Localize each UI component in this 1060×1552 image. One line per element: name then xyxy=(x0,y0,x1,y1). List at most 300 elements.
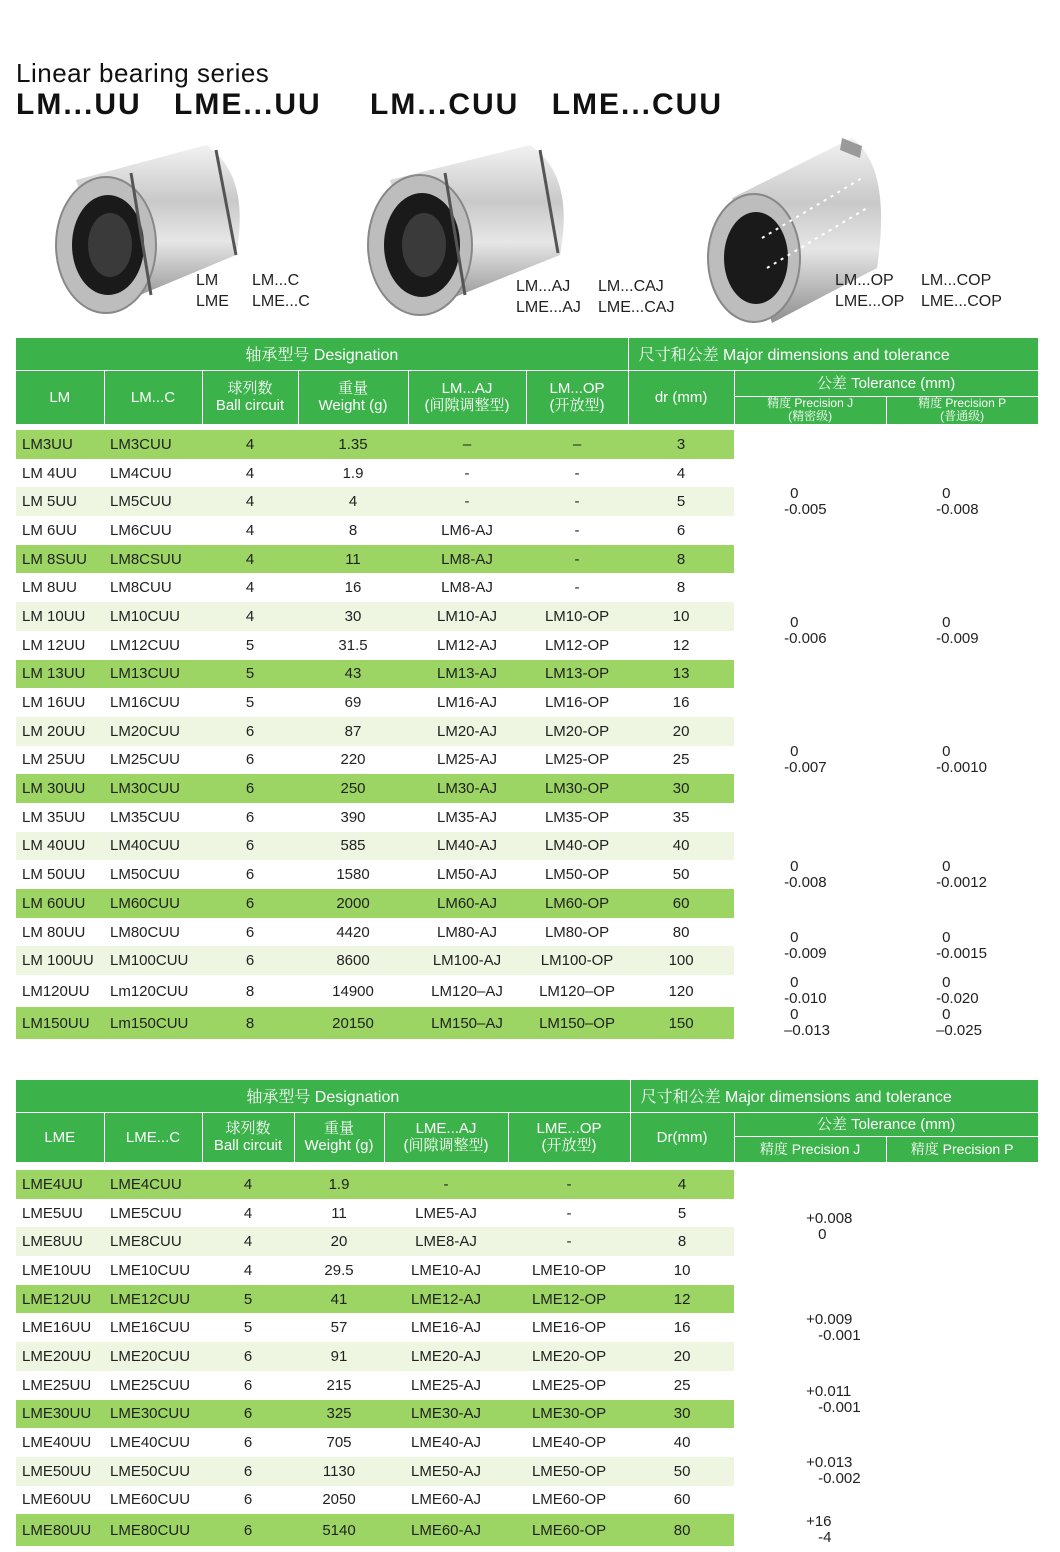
table-cell: LME25UU xyxy=(16,1371,104,1400)
table-cell: LME16UU xyxy=(16,1313,104,1342)
table-cell: 29.5 xyxy=(294,1256,384,1285)
table-cell: LME30UU xyxy=(16,1400,104,1429)
table-cell: 13 xyxy=(628,660,734,689)
table-cell: LM8-AJ xyxy=(408,573,526,602)
table-cell: LM100-AJ xyxy=(408,946,526,975)
table-cell: 6 xyxy=(202,717,298,746)
table-cell: LME25-AJ xyxy=(384,1371,508,1400)
lme-table-body xyxy=(16,1170,1038,1546)
table-cell: LM 16UU xyxy=(16,688,104,717)
col-lm: LM xyxy=(16,370,104,424)
table-cell: 5140 xyxy=(294,1514,384,1546)
table-cell: 4 xyxy=(202,430,298,459)
tolerance-lower: -0.001 xyxy=(818,1398,861,1416)
table-cell: 50 xyxy=(628,860,734,889)
tolerance-lower: -0.020 xyxy=(936,990,979,1008)
table-cell: – xyxy=(526,430,628,459)
table-cell: LME12CUU xyxy=(104,1285,202,1314)
closed-bearing-labels: LM LM...C LME LME...C xyxy=(196,272,310,310)
table-cell: LM3UU xyxy=(16,430,104,459)
table-cell: LM 30UU xyxy=(16,774,104,803)
table-cell: 14900 xyxy=(298,975,408,1007)
table-cell: 5 xyxy=(202,1313,294,1342)
table-cell: LME60CUU xyxy=(104,1486,202,1515)
table-cell: LM25-OP xyxy=(526,746,628,775)
col-lm-c: LM...C xyxy=(104,370,202,424)
table-cell: LM80-OP xyxy=(526,918,628,947)
table-cell: 6 xyxy=(202,1457,294,1486)
table-cell: LME20-AJ xyxy=(384,1342,508,1371)
table-cell: LM20CUU xyxy=(104,717,202,746)
table-cell: LME8UU xyxy=(16,1227,104,1256)
table-cell: 6 xyxy=(202,832,298,861)
lm-table-body xyxy=(16,430,1038,1039)
table-cell: LM12-OP xyxy=(526,631,628,660)
table-cell: LME10UU xyxy=(16,1256,104,1285)
table-cell: LME5CUU xyxy=(104,1199,202,1228)
col-op: LM...OP (开放型) xyxy=(526,370,628,424)
table-cell: LM13-OP xyxy=(526,660,628,689)
table-cell: 1.9 xyxy=(294,1170,384,1199)
table-cell: 4 xyxy=(202,1170,294,1199)
tolerance-upper: 0 xyxy=(942,929,951,947)
table-cell: LM30CUU xyxy=(104,774,202,803)
table-row xyxy=(16,430,1038,459)
tolerance-lower: -0.009 xyxy=(936,629,979,647)
tolerance-lower: -0.002 xyxy=(818,1470,861,1488)
table-cell: LM16-AJ xyxy=(408,688,526,717)
table-cell: LME40-OP xyxy=(508,1428,630,1457)
table-cell: LM20-OP xyxy=(526,717,628,746)
table-cell: LME50-OP xyxy=(508,1457,630,1486)
table-cell: LME50UU xyxy=(16,1457,104,1486)
table-cell: LME30-AJ xyxy=(384,1400,508,1429)
table-cell: LM150UU xyxy=(16,1007,104,1039)
table-cell: 8 xyxy=(630,1227,734,1256)
table-cell: LME60UU xyxy=(16,1486,104,1515)
table-cell: 6 xyxy=(202,860,298,889)
table-cell: 60 xyxy=(630,1486,734,1515)
table-cell: LM8-AJ xyxy=(408,545,526,574)
table-cell: - xyxy=(526,516,628,545)
table-cell: 16 xyxy=(630,1313,734,1342)
table-cell: - xyxy=(526,459,628,488)
lm-spec-table xyxy=(16,338,1039,1039)
table-cell: LM35-AJ xyxy=(408,803,526,832)
table-cell: 30 xyxy=(630,1400,734,1429)
table-cell: 8 xyxy=(202,1007,298,1039)
table-cell: 3 xyxy=(628,430,734,459)
col-op: LME...OP (开放型) xyxy=(508,1112,630,1162)
series-code: LME...CUU xyxy=(551,88,724,121)
tolerance-cell xyxy=(886,832,1038,918)
col-precision-j: 精度 Precision J xyxy=(734,1136,886,1162)
table-cell: LME12-OP xyxy=(508,1285,630,1314)
table-cell: LM120UU xyxy=(16,975,104,1007)
col-dr: dr (mm) xyxy=(628,370,734,424)
tolerance-cell xyxy=(734,688,886,831)
col-aj: LME...AJ (间隙调整型) xyxy=(384,1112,508,1162)
col-aj: LM...AJ (间隙调整型) xyxy=(408,370,526,424)
col-precision-p: 精度 Precision P (普通级) xyxy=(886,396,1038,424)
table-cell: 8600 xyxy=(298,946,408,975)
table-cell: LM35CUU xyxy=(104,803,202,832)
tolerance-upper: 0 xyxy=(790,1007,799,1024)
tolerance-cell xyxy=(734,573,886,688)
table-cell: LME20-OP xyxy=(508,1342,630,1371)
table-cell: LME5UU xyxy=(16,1199,104,1228)
table-cell: 4 xyxy=(202,459,298,488)
table-cell: LME5-AJ xyxy=(384,1199,508,1228)
table-cell: LM120–OP xyxy=(526,975,628,1007)
table-cell: LM150–OP xyxy=(526,1007,628,1039)
table-cell: LM50-OP xyxy=(526,860,628,889)
table-cell: LM30-AJ xyxy=(408,774,526,803)
table-cell: 25 xyxy=(628,746,734,775)
table-cell: 2000 xyxy=(298,889,408,918)
table-cell: LME20CUU xyxy=(104,1342,202,1371)
dimensions-header: 尺寸和公差 Major dimensions and tolerance xyxy=(630,1080,1038,1112)
table-cell: LM 10UU xyxy=(16,602,104,631)
table-cell: Lm150CUU xyxy=(104,1007,202,1039)
table-cell: LM 4UU xyxy=(16,459,104,488)
table-cell: 5 xyxy=(202,688,298,717)
designation-header: 轴承型号 Designation xyxy=(16,338,628,370)
tolerance-upper: 0 xyxy=(942,613,951,631)
table-cell: 20 xyxy=(294,1227,384,1256)
col-precision-j: 精度 Precision J (精密级) xyxy=(734,396,886,424)
table-cell: 1.9 xyxy=(298,459,408,488)
tolerance-cell xyxy=(886,430,1038,573)
table-cell: 705 xyxy=(294,1428,384,1457)
table-cell: 585 xyxy=(298,832,408,861)
tolerance-cell xyxy=(886,688,1038,831)
table-cell: LM50-AJ xyxy=(408,860,526,889)
tolerance-lower: -0.0012 xyxy=(936,873,987,891)
table-row xyxy=(16,573,1038,602)
table-cell: LME8CUU xyxy=(104,1227,202,1256)
table-cell: LM40-OP xyxy=(526,832,628,861)
table-cell: - xyxy=(408,487,526,516)
tolerance-lower: 0 xyxy=(818,1226,827,1244)
tolerance-upper: 0 xyxy=(790,975,799,992)
table-cell: LM4CUU xyxy=(104,459,202,488)
table-cell: 4 xyxy=(202,602,298,631)
table-cell: 40 xyxy=(630,1428,734,1457)
table-cell: 4 xyxy=(628,459,734,488)
tolerance-cell xyxy=(806,1514,958,1546)
series-code: LM...UU xyxy=(16,88,142,121)
table-cell: 5 xyxy=(628,487,734,516)
table-cell: LM40-AJ xyxy=(408,832,526,861)
table-cell: LM40CUU xyxy=(104,832,202,861)
tolerance-upper: 0 xyxy=(790,857,799,875)
tolerance-upper: 0 xyxy=(790,484,799,502)
table-cell: 325 xyxy=(294,1400,384,1429)
table-cell: LME25CUU xyxy=(104,1371,202,1400)
series-code: LM...CUU xyxy=(370,88,520,121)
table-cell: 1580 xyxy=(298,860,408,889)
table-cell: LM6CUU xyxy=(104,516,202,545)
table-cell: LME20UU xyxy=(16,1342,104,1371)
table-cell: LM10-AJ xyxy=(408,602,526,631)
table-cell: 6 xyxy=(202,774,298,803)
open-bearing-labels: LM...OP LM...COP LME...OP LME...COP xyxy=(835,272,1002,310)
tolerance-lower: -0.008 xyxy=(784,873,827,891)
table-cell: LM120–AJ xyxy=(408,975,526,1007)
table-cell: LM30-OP xyxy=(526,774,628,803)
table-cell: 31.5 xyxy=(298,631,408,660)
table-cell: - xyxy=(526,487,628,516)
tolerance-upper: +0.011 xyxy=(806,1382,852,1400)
table-cell: 4 xyxy=(202,573,298,602)
table-row xyxy=(16,975,1038,1007)
table-cell: 80 xyxy=(628,918,734,947)
table-cell: 6 xyxy=(202,889,298,918)
table-cell: LME60-AJ xyxy=(384,1514,508,1546)
tolerance-upper: +0.008 xyxy=(806,1210,853,1228)
col-weight: 重量 Weight (g) xyxy=(294,1112,384,1162)
table-cell: LM 20UU xyxy=(16,717,104,746)
tolerance-cell xyxy=(886,975,1038,1007)
table-cell: 6 xyxy=(202,1400,294,1429)
table-cell: - xyxy=(408,459,526,488)
series-title: Linear bearing series xyxy=(16,58,270,88)
table-cell: 6 xyxy=(202,1514,294,1546)
tolerance-upper: +16 xyxy=(806,1514,832,1531)
table-cell: LME12UU xyxy=(16,1285,104,1314)
tolerance-lower: -4 xyxy=(818,1529,832,1547)
table-cell: 10 xyxy=(630,1256,734,1285)
table-cell: 60 xyxy=(628,889,734,918)
table-cell: LME8-AJ xyxy=(384,1227,508,1256)
tolerance-lower: -0.007 xyxy=(784,758,827,776)
table-cell: LME10CUU xyxy=(104,1256,202,1285)
col-ball-circuit: 球列数 Ball circuit xyxy=(202,1112,294,1162)
table-cell: LM16-OP xyxy=(526,688,628,717)
table-cell: LME60-OP xyxy=(508,1486,630,1515)
table-cell: LME30-OP xyxy=(508,1400,630,1429)
table-cell: LM13CUU xyxy=(104,660,202,689)
table-cell: LME30CUU xyxy=(104,1400,202,1429)
tolerance-lower: -0.006 xyxy=(784,629,827,647)
tolerance-upper: 0 xyxy=(942,975,951,992)
table-row xyxy=(16,832,1038,861)
col-lme-c: LME...C xyxy=(104,1112,202,1162)
table-cell: LM8CSUU xyxy=(104,545,202,574)
tolerance-upper: 0 xyxy=(942,1007,951,1024)
table-cell: LM60CUU xyxy=(104,889,202,918)
table-cell: - xyxy=(508,1227,630,1256)
table-cell: LM 12UU xyxy=(16,631,104,660)
table-cell: 6 xyxy=(202,1486,294,1515)
table-cell: - xyxy=(508,1170,630,1199)
table-cell: 8 xyxy=(628,545,734,574)
table-cell: 4 xyxy=(630,1170,734,1199)
tolerance-lower: -0.001 xyxy=(818,1326,861,1344)
col-lme: LME xyxy=(16,1112,104,1162)
table-row xyxy=(16,1285,1038,1314)
tolerance-lower: –0.013 xyxy=(784,1022,830,1040)
col-precision-p: 精度 Precision P xyxy=(886,1136,1038,1162)
table-cell: 10 xyxy=(628,602,734,631)
table-cell: 5 xyxy=(630,1199,734,1228)
table-cell: LME80UU xyxy=(16,1514,104,1546)
table-cell: 220 xyxy=(298,746,408,775)
table-row xyxy=(16,1514,1038,1546)
table-cell: 80 xyxy=(630,1514,734,1546)
designation-header: 轴承型号 Designation xyxy=(16,1080,630,1112)
table-cell: LME40UU xyxy=(16,1428,104,1457)
table-cell: LM13-AJ xyxy=(408,660,526,689)
table-cell: LME40-AJ xyxy=(384,1428,508,1457)
table-cell: LM16CUU xyxy=(104,688,202,717)
table-cell: 6 xyxy=(202,946,298,975)
table-cell: 69 xyxy=(298,688,408,717)
table-cell: LM 5UU xyxy=(16,487,104,516)
table-cell: 4 xyxy=(202,545,298,574)
dimensions-header: 尺寸和公差 Major dimensions and tolerance xyxy=(628,338,1038,370)
table-cell: 5 xyxy=(202,660,298,689)
tolerance-upper: 0 xyxy=(942,484,951,502)
tolerance-cell xyxy=(806,1428,958,1514)
table-cell: 43 xyxy=(298,660,408,689)
table-cell: LM 60UU xyxy=(16,889,104,918)
table-cell: 5 xyxy=(202,631,298,660)
table-cell: LM 6UU xyxy=(16,516,104,545)
series-code: LME...UU xyxy=(174,88,322,121)
table-cell: 50 xyxy=(630,1457,734,1486)
table-cell: 250 xyxy=(298,774,408,803)
table-cell: LM12-AJ xyxy=(408,631,526,660)
table-cell: LME60-AJ xyxy=(384,1486,508,1515)
table-cell: LME50-AJ xyxy=(384,1457,508,1486)
table-cell: 6 xyxy=(202,918,298,947)
table-cell: 6 xyxy=(202,1342,294,1371)
table-cell: LME10-OP xyxy=(508,1256,630,1285)
table-cell: 30 xyxy=(628,774,734,803)
table-row xyxy=(16,1007,1038,1039)
tolerance-cell xyxy=(734,430,886,573)
table-cell: 40 xyxy=(628,832,734,861)
tolerance-cell xyxy=(734,1007,886,1039)
table-cell: LM 35UU xyxy=(16,803,104,832)
table-row xyxy=(16,918,1038,947)
table-cell: LM 25UU xyxy=(16,746,104,775)
table-cell: 12 xyxy=(628,631,734,660)
table-cell: LME4UU xyxy=(16,1170,104,1199)
table-cell: LME60-OP xyxy=(508,1514,630,1546)
col-ball-circuit: 球列数 Ball circuit xyxy=(202,370,298,424)
table-cell: LM20-AJ xyxy=(408,717,526,746)
table-cell: LM 80UU xyxy=(16,918,104,947)
table-cell: LM 40UU xyxy=(16,832,104,861)
table-cell: 6 xyxy=(202,746,298,775)
table-cell: LM 13UU xyxy=(16,660,104,689)
tolerance-lower: -0.005 xyxy=(784,500,827,518)
col-dr: Dr(mm) xyxy=(630,1112,734,1162)
table-cell: LM80CUU xyxy=(104,918,202,947)
table-cell: 8 xyxy=(628,573,734,602)
table-cell: 35 xyxy=(628,803,734,832)
table-cell: LM 100UU xyxy=(16,946,104,975)
tolerance-cell xyxy=(886,1007,1038,1039)
table-cell: 150 xyxy=(628,1007,734,1039)
tolerance-upper: 0 xyxy=(790,929,799,947)
tolerance-upper: 0 xyxy=(790,613,799,631)
col-tolerance: 公差 Tolerance (mm) xyxy=(734,370,1038,396)
tolerance-cell xyxy=(806,1170,958,1285)
table-cell: LM 8UU xyxy=(16,573,104,602)
table-cell: 1.35 xyxy=(298,430,408,459)
table-cell: 390 xyxy=(298,803,408,832)
tolerance-lower: -0.008 xyxy=(936,500,979,518)
table-cell: LM 8SUU xyxy=(16,545,104,574)
table-cell: 91 xyxy=(294,1342,384,1371)
table-cell: – xyxy=(408,430,526,459)
table-cell: 6 xyxy=(628,516,734,545)
table-cell: 6 xyxy=(202,1428,294,1457)
table-cell: LME80CUU xyxy=(104,1514,202,1546)
table-cell: LME40CUU xyxy=(104,1428,202,1457)
table-cell: 4 xyxy=(202,516,298,545)
table-cell: 8 xyxy=(298,516,408,545)
table-cell: 16 xyxy=(628,688,734,717)
table-cell: 5 xyxy=(202,1285,294,1314)
table-cell: LM5CUU xyxy=(104,487,202,516)
table-cell: 4 xyxy=(298,487,408,516)
tolerance-lower: -0.0010 xyxy=(936,758,987,776)
table-cell: LM25CUU xyxy=(104,746,202,775)
table-cell: 8 xyxy=(202,975,298,1007)
table-cell: LM50CUU xyxy=(104,860,202,889)
table-cell: 57 xyxy=(294,1313,384,1342)
table-cell: 6 xyxy=(202,803,298,832)
table-cell: LM10-OP xyxy=(526,602,628,631)
col-tolerance: 公差 Tolerance (mm) xyxy=(734,1112,1038,1136)
table-cell: LME10-AJ xyxy=(384,1256,508,1285)
table-cell: LM60-AJ xyxy=(408,889,526,918)
table-cell: LM3CUU xyxy=(104,430,202,459)
table-cell: 30 xyxy=(298,602,408,631)
table-cell: LME12-AJ xyxy=(384,1285,508,1314)
table-cell: LME4CUU xyxy=(104,1170,202,1199)
table-row xyxy=(16,688,1038,717)
table-cell: LM100-OP xyxy=(526,946,628,975)
tolerance-upper: +0.009 xyxy=(806,1310,853,1328)
col-weight: 重量 Weight (g) xyxy=(298,370,408,424)
table-cell: LME50CUU xyxy=(104,1457,202,1486)
tolerance-lower: –0.025 xyxy=(936,1022,982,1040)
table-cell: 20 xyxy=(630,1342,734,1371)
table-cell: 215 xyxy=(294,1371,384,1400)
series-codes xyxy=(16,88,745,122)
tolerance-lower: -0.010 xyxy=(784,990,827,1008)
table-cell: LM6-AJ xyxy=(408,516,526,545)
table-cell: - xyxy=(508,1199,630,1228)
lme-spec-table xyxy=(16,1080,1039,1546)
tolerance-cell xyxy=(734,832,886,918)
table-cell: 4 xyxy=(202,1227,294,1256)
tolerance-upper: 0 xyxy=(790,742,799,760)
table-cell: 1130 xyxy=(294,1457,384,1486)
table-cell: 4 xyxy=(202,487,298,516)
table-cell: - xyxy=(526,545,628,574)
table-cell: - xyxy=(526,573,628,602)
table-cell: LM35-OP xyxy=(526,803,628,832)
table-cell: 12 xyxy=(630,1285,734,1314)
tolerance-cell xyxy=(886,573,1038,688)
